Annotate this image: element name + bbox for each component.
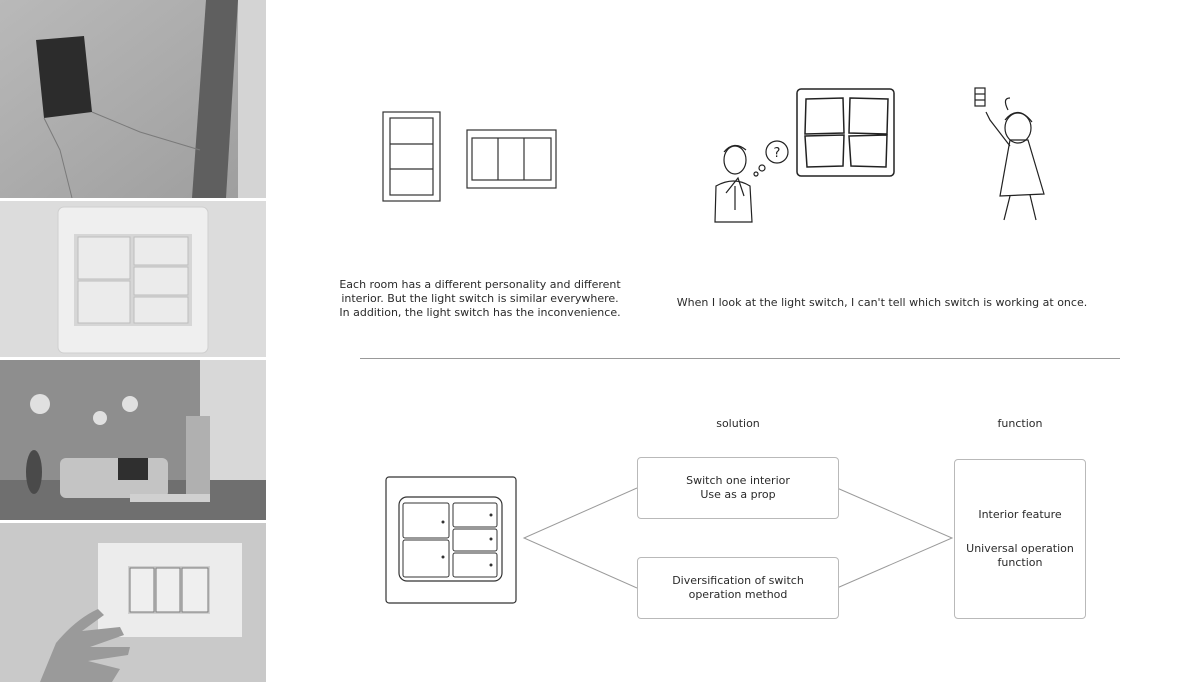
caption-line: interior. But the light switch is similar everywhere. — [341, 292, 619, 305]
caption-problem — [330, 278, 630, 320]
box-text: Diversification of switch — [672, 574, 804, 587]
box-text: Interior feature — [978, 508, 1062, 521]
vertical-switch-drawing — [383, 112, 440, 201]
function-label: function — [997, 417, 1043, 430]
caption-confusion: When I look at the light switch, I can't tell which switch is working at once. — [676, 296, 1088, 309]
girl-reaching-drawing — [975, 88, 1044, 220]
box-text: function — [997, 556, 1043, 569]
box-text: Use as a prop — [700, 488, 776, 501]
caption-line: In addition, the light switch has the inconvenience. — [339, 306, 621, 319]
solution-box-interior — [637, 457, 839, 519]
horizontal-switch-drawing — [467, 130, 556, 188]
function-box — [954, 459, 1086, 619]
question-mark: ? — [773, 146, 781, 161]
box-text: Universal operation — [966, 542, 1074, 555]
four-button-switch-drawing — [797, 89, 894, 176]
solution-box-operation — [637, 557, 839, 619]
box-text: Switch one interior — [686, 474, 790, 487]
box-text: operation method — [688, 588, 788, 601]
solution-label: solution — [716, 417, 760, 430]
caption-line: Each room has a different personality and different — [339, 278, 621, 291]
section-divider — [360, 358, 1120, 359]
product-switch-drawing — [386, 477, 516, 603]
